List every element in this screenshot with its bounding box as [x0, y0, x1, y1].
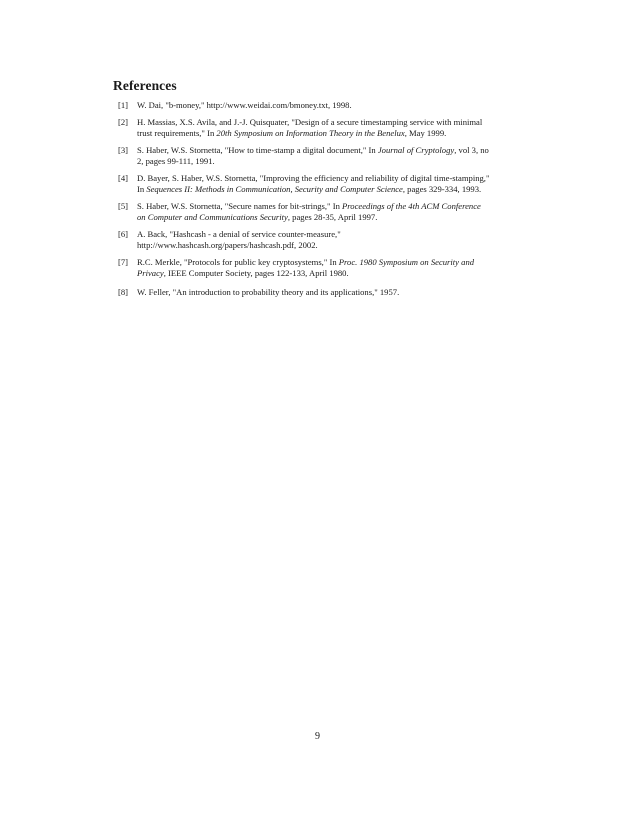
reference-segment: R.C. Merkle, "Protocols for public key cryptosystems," In	[137, 257, 339, 267]
reference-line	[137, 287, 532, 298]
reference-text	[137, 257, 532, 279]
reference-italic-segment: Proceedings of the 4th ACM Conference	[342, 201, 481, 211]
reference-segment: W. Dai, "b-money," http://www.weidai.com/bmoney.txt, 1998.	[137, 100, 352, 110]
reference-line	[137, 117, 532, 128]
reference-segment: , pages 28-35, April 1997.	[287, 212, 378, 222]
reference-line	[137, 240, 532, 251]
reference-italic-segment: Proc. 1980 Symposium on Security and	[338, 257, 475, 267]
reference-segment: 2, pages 99-111, 1991.	[137, 156, 215, 166]
reference-text	[137, 287, 532, 298]
reference-italic-segment: on Computer and Communications Security	[137, 212, 288, 222]
reference-text	[137, 201, 532, 223]
reference-text	[137, 229, 532, 251]
reference-line	[137, 212, 532, 223]
reference-text	[137, 100, 532, 111]
reference-italic-segment: Journal of Cryptology	[377, 145, 455, 155]
reference-line	[137, 173, 532, 184]
reference-text	[137, 145, 532, 167]
references-heading: References	[113, 78, 177, 93]
reference-line	[137, 229, 532, 240]
reference-number: [7]	[118, 257, 129, 267]
reference-segment: , IEEE Computer Society, pages 122-133, April 1980.	[163, 268, 349, 278]
reference-segment: , vol 3, no	[454, 145, 489, 155]
reference-line	[137, 201, 532, 212]
reference-line	[137, 100, 532, 111]
reference-segment: trust requirements," In	[137, 128, 217, 138]
reference-segment: H. Massias, X.S. Avila, and J.-J. Quisquater, "Design of a secure timestamping service with minimal	[137, 117, 483, 127]
reference-line	[137, 156, 532, 167]
reference-number: [4]	[118, 173, 129, 183]
reference-segment: http://www.hashcash.org/papers/hashcash.pdf, 2002.	[137, 240, 318, 250]
page-number: 9	[315, 731, 320, 742]
reference-number: [6]	[118, 229, 129, 239]
reference-line	[137, 128, 532, 139]
reference-number: [1]	[118, 100, 129, 110]
reference-segment: W. Feller, "An introduction to probability theory and its applications," 1957.	[137, 287, 400, 297]
reference-line	[137, 145, 532, 156]
reference-text	[137, 117, 532, 139]
reference-number: [3]	[118, 145, 129, 155]
reference-italic-segment: 20th Symposium on Information Theory in the Benelux	[216, 128, 405, 138]
reference-number: [8]	[118, 287, 129, 297]
reference-segment: S. Haber, W.S. Stornetta, "Secure names for bit-strings," In	[137, 201, 343, 211]
reference-line	[137, 268, 532, 279]
reference-number: [2]	[118, 117, 129, 127]
reference-italic-segment: Sequences II: Methods in Communication, Security and Computer Science	[146, 184, 403, 194]
reference-segment: In	[137, 184, 147, 194]
reference-text	[137, 173, 532, 195]
reference-segment: , May 1999.	[404, 128, 447, 138]
reference-segment: , pages 329-334, 1993.	[402, 184, 482, 194]
reference-line	[137, 257, 532, 268]
reference-italic-segment: Privacy	[137, 268, 164, 278]
reference-line	[137, 184, 532, 195]
reference-segment: A. Back, "Hashcash - a denial of service counter-measure,"	[137, 229, 341, 239]
reference-number: [5]	[118, 201, 129, 211]
reference-segment: D. Bayer, S. Haber, W.S. Stornetta, "Improving the efficiency and reliability of digital time-stamping,"	[137, 173, 490, 183]
reference-segment: S. Haber, W.S. Stornetta, "How to time-stamp a digital document," In	[137, 145, 378, 155]
